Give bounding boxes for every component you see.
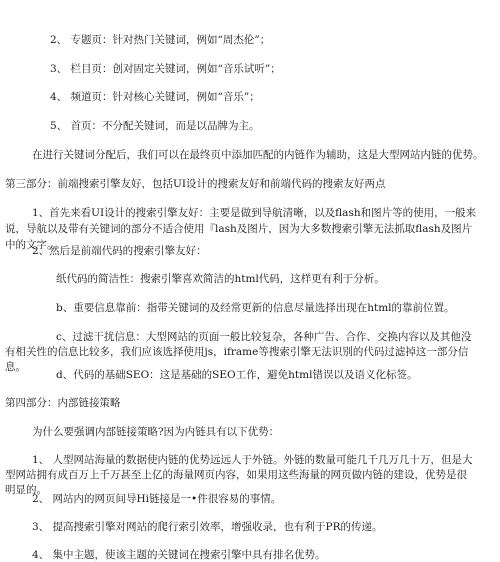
section-heading: 第四部分：内部链接策略 — [5, 397, 121, 409]
list-item: 纸代码的简洁性：搜索引擎喜欢简洁的html代码，这样更有利于分析。 — [56, 273, 385, 285]
list-item: 3、 栏目页：创对固定关键词，例如“音乐试听”； — [50, 63, 281, 75]
list-item: 4、 集中主题，使该主题的关键词在搜索引擎中具有排名优势。 — [32, 549, 326, 561]
list-item: 5、 首页：不分配关键词，而是以品牌为主。 — [50, 120, 260, 132]
list-item: b、重要信息靠前：指带关键词的及经常更新的信息尽量选择出现在html的靠前位置。 — [56, 302, 455, 314]
paragraph: 2、然后是前端代码的搜索引擎友好： — [32, 245, 207, 257]
list-item: c、过滤干扰信息：大型网站的页面一般比较复杂，各种广告、合作、交换内容以及其他没有相关性的信息比较多，我们应该选择使用js，iframe等搜索引擎无法识别的代码过滤掉这一部分信息。 — [5, 331, 472, 373]
list-item: 2、 网站内的网页间导Hi链接是一•件很容易的事情。 — [32, 493, 282, 505]
list-item: 1、 人型网站海量的数据使内链的优势远远人于外链。外链的数量可能几千几万几十万，但是大型网站拥有成百万上千万甚至上亿的海量网页内容，如果用这些海量的网页做内链的建设，优势是很明显的。 — [5, 454, 473, 496]
paragraph: 为什么要强调内部链接策略?因为内链具有以下优势： — [32, 426, 280, 438]
section-heading: 第三部分：前端搜索引擎友好，包括UI设计的搜索友好和前端代码的搜索友好两点 — [5, 178, 386, 190]
paragraph: 在进行关键词分配后，我们可以在最终页中添加匹配的内链作为辅助，这是大型网站内链的优势。 — [32, 149, 484, 161]
list-item: 3、 提高搜索引擎对网站的爬行索引效率，增强收录，也有利于PR的传递。 — [32, 521, 383, 533]
paragraph: 1、首先来看UI设计的搜索引擎友好：主要是做到导航清晰，以及flash和图片等的使用，一般来说，导航以及带有关键词的部分不适合使用『lash及图片，因为大多数搜索引擎无法抓取flash及图片中的文字。 — [5, 207, 477, 251]
list-item: 2、 专题页：针对热门关键词，例如“周杰伦”； — [50, 34, 271, 46]
list-item: 4、 频道页：针对核心关键词，例如“音乐”； — [50, 91, 260, 103]
list-item: d、代码的基础SEO：这是基础的SEO工作，避免html错误以及语义化标签。 — [56, 369, 418, 381]
